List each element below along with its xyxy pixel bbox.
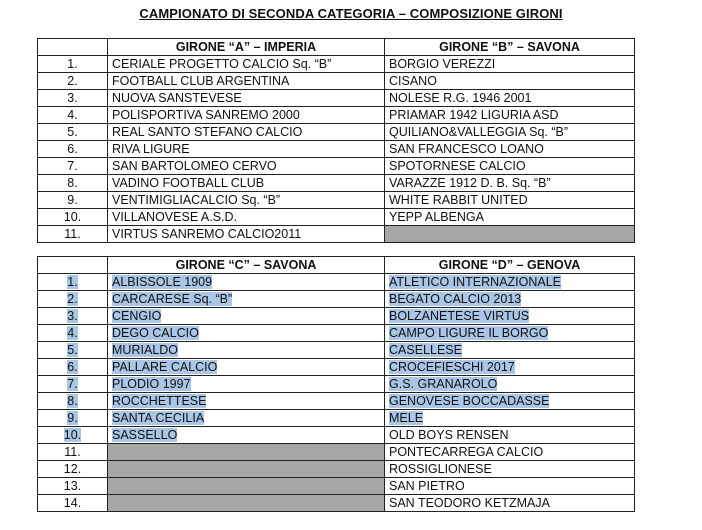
team-cell-left xyxy=(108,376,385,393)
row-number-text: 10. xyxy=(63,427,82,442)
team-name: CISANO xyxy=(389,73,437,88)
team-name: POLISPORTIVA SANREMO 2000 xyxy=(112,107,300,122)
team-cell-left xyxy=(108,274,385,291)
header-girone-d: GIRONE “D” – GENOVA xyxy=(385,257,635,274)
team-cell-left xyxy=(108,461,385,478)
team-name: VENTIMIGLIACALCIO Sq. “B” xyxy=(112,192,281,207)
table-row xyxy=(38,427,635,444)
team-name: PALLARE CALCIO xyxy=(112,359,218,374)
table-row xyxy=(38,308,635,325)
row-number-text: 2. xyxy=(67,291,78,306)
row-number xyxy=(38,274,108,291)
team-cell-left xyxy=(108,56,385,73)
team-cell-right xyxy=(385,461,635,478)
team-cell-left xyxy=(108,90,385,107)
table-row xyxy=(38,291,635,308)
row-number-text: 1. xyxy=(67,56,78,71)
team-name: FOOTBALL CLUB ARGENTINA xyxy=(112,73,290,88)
team-name: SASSELLO xyxy=(112,427,178,442)
team-cell-right xyxy=(385,308,635,325)
team-cell-right xyxy=(385,141,635,158)
team-name: SPOTORNESE CALCIO xyxy=(389,158,526,173)
team-name: YEPP ALBENGA xyxy=(389,209,484,224)
team-name: ROCCHETTESE xyxy=(112,393,207,408)
table-row xyxy=(38,158,635,175)
team-name: RIVA LIGURE xyxy=(112,141,190,156)
team-cell-left xyxy=(108,359,385,376)
team-name: SAN FRANCESCO LOANO xyxy=(389,141,544,156)
header-empty xyxy=(38,257,108,274)
team-name: PLODIO 1997 xyxy=(112,376,191,391)
row-number-text: 11. xyxy=(64,444,81,459)
team-cell-left xyxy=(108,308,385,325)
team-name: BORGIO VEREZZI xyxy=(389,56,496,71)
row-number xyxy=(38,209,108,226)
team-name: CASELLESE xyxy=(389,342,462,357)
team-name: BOLZANETESE VIRTUS xyxy=(389,308,530,323)
row-number xyxy=(38,342,108,359)
row-number xyxy=(38,308,108,325)
team-name: ATLETICO INTERNAZIONALE xyxy=(389,274,562,289)
table-girone-c-d xyxy=(37,256,635,512)
team-name: GENOVESE BOCCADASSE xyxy=(389,393,550,408)
table-row xyxy=(38,342,635,359)
team-name: DEGO CALCIO xyxy=(112,325,199,340)
team-name: PONTECARREGA CALCIO xyxy=(389,444,544,459)
team-name: MURIALDO xyxy=(112,342,178,357)
row-number-text: 4. xyxy=(67,325,78,340)
table-row xyxy=(38,495,635,512)
table-row xyxy=(38,226,635,243)
table-row xyxy=(38,274,635,291)
team-name: G.S. GRANAROLO xyxy=(389,376,498,391)
team-cell-right xyxy=(385,325,635,342)
team-cell-left xyxy=(108,325,385,342)
team-name: VADINO FOOTBALL CLUB xyxy=(112,175,265,190)
team-name: CENGIO xyxy=(112,308,162,323)
team-cell-right xyxy=(385,427,635,444)
table-row xyxy=(38,393,635,410)
table-row xyxy=(38,376,635,393)
team-cell-right xyxy=(385,291,635,308)
team-cell-right xyxy=(385,192,635,209)
team-cell-left xyxy=(108,291,385,308)
team-cell-left xyxy=(108,342,385,359)
team-name: SAN PIETRO xyxy=(389,478,465,493)
team-cell-right xyxy=(385,175,635,192)
team-name: SAN TEODORO KETZMAJA xyxy=(389,495,550,510)
row-number-text: 2. xyxy=(67,73,78,88)
row-number-text: 6. xyxy=(67,359,78,374)
team-cell-left xyxy=(108,158,385,175)
row-number xyxy=(38,444,108,461)
table-row xyxy=(38,73,635,90)
team-cell-left xyxy=(108,73,385,90)
team-cell-left xyxy=(108,427,385,444)
team-cell-right xyxy=(385,158,635,175)
team-cell-right xyxy=(385,90,635,107)
row-number xyxy=(38,90,108,107)
row-number-text: 1. xyxy=(67,274,78,289)
team-cell-left xyxy=(108,124,385,141)
row-number xyxy=(38,291,108,308)
team-cell-right xyxy=(385,342,635,359)
header-girone-a: GIRONE “A” – IMPERIA xyxy=(108,39,385,56)
team-name: PRIAMAR 1942 LIGURIA ASD xyxy=(389,107,559,122)
page-title: CAMPIONATO DI SECONDA CATEGORIA – COMPOSIZIONE GIRONI xyxy=(139,6,563,21)
row-number xyxy=(38,461,108,478)
team-name: SAN BARTOLOMEO CERVO xyxy=(112,158,277,173)
table-row xyxy=(38,124,635,141)
team-name: CROCEFIESCHI 2017 xyxy=(389,359,515,374)
row-number xyxy=(38,158,108,175)
row-number-text: 7. xyxy=(67,158,78,173)
row-number-text: 10. xyxy=(63,209,82,224)
row-number-text: 5. xyxy=(67,124,78,139)
team-name: SANTA CECILIA xyxy=(112,410,205,425)
team-cell-right xyxy=(385,73,635,90)
table-row xyxy=(38,478,635,495)
team-name: MELE xyxy=(389,410,424,425)
row-number xyxy=(38,495,108,512)
row-number-text: 4. xyxy=(67,107,78,122)
row-number-text: 6. xyxy=(67,141,78,156)
row-number xyxy=(38,141,108,158)
team-name: QUILIANO&VALLEGGIA Sq. “B” xyxy=(389,124,568,139)
row-number xyxy=(38,359,108,376)
row-number xyxy=(38,410,108,427)
team-cell-left xyxy=(108,393,385,410)
table-row xyxy=(38,325,635,342)
table-row xyxy=(38,359,635,376)
team-cell-left xyxy=(108,444,385,461)
table-header-row xyxy=(38,257,635,274)
row-number xyxy=(38,376,108,393)
team-cell-right xyxy=(385,124,635,141)
header-empty xyxy=(38,39,108,56)
team-name: ALBISSOLE 1909 xyxy=(112,274,213,289)
row-number xyxy=(38,73,108,90)
row-number-text: 8. xyxy=(67,393,78,408)
team-cell-right xyxy=(385,56,635,73)
team-name: VARAZZE 1912 D. B. Sq. “B” xyxy=(389,175,551,190)
team-cell-right xyxy=(385,444,635,461)
row-number-text: 7. xyxy=(67,376,78,391)
team-name: REAL SANTO STEFANO CALCIO xyxy=(112,124,303,139)
row-number-text: 13. xyxy=(63,478,82,493)
row-number-text: 9. xyxy=(67,410,78,425)
team-cell-right xyxy=(385,495,635,512)
table-header-row xyxy=(38,39,635,56)
team-cell-left xyxy=(108,107,385,124)
team-name: VIRTUS SANREMO CALCIO2011 xyxy=(112,226,302,241)
table-girone-a-b xyxy=(37,38,635,243)
table-row xyxy=(38,107,635,124)
team-cell-left xyxy=(108,478,385,495)
row-number-text: 3. xyxy=(67,308,78,323)
row-number-text: 3. xyxy=(67,90,78,105)
team-name: VILLANOVESE A.S.D. xyxy=(112,209,238,224)
team-cell-left xyxy=(108,209,385,226)
row-number xyxy=(38,56,108,73)
team-cell-right xyxy=(385,274,635,291)
table-row xyxy=(38,410,635,427)
row-number-text: 11. xyxy=(64,226,81,241)
team-name: WHITE RABBIT UNITED xyxy=(389,192,528,207)
row-number xyxy=(38,192,108,209)
table-row xyxy=(38,192,635,209)
table-row xyxy=(38,461,635,478)
row-number xyxy=(38,107,108,124)
team-name: CERIALE PROGETTO CALCIO Sq. “B” xyxy=(112,56,332,71)
table-row xyxy=(38,175,635,192)
table-row xyxy=(38,209,635,226)
team-cell-left xyxy=(108,226,385,243)
row-number xyxy=(38,175,108,192)
team-name: CAMPO LIGURE IL BORGO xyxy=(389,325,549,340)
team-cell-left xyxy=(108,175,385,192)
row-number-text: 5. xyxy=(67,342,78,357)
row-number-text: 8. xyxy=(67,175,78,190)
row-number xyxy=(38,226,108,243)
team-cell-right xyxy=(385,478,635,495)
row-number-text: 12. xyxy=(63,461,82,476)
row-number-text: 9. xyxy=(67,192,78,207)
team-cell-right xyxy=(385,359,635,376)
table-row xyxy=(38,56,635,73)
row-number xyxy=(38,124,108,141)
team-cell-left xyxy=(108,192,385,209)
team-name: CARCARESE Sq. “B” xyxy=(112,291,233,306)
team-cell-left xyxy=(108,141,385,158)
team-name: NUOVA SANSTEVESE xyxy=(112,90,242,105)
team-name: ROSSIGLIONESE xyxy=(389,461,492,476)
team-cell-right xyxy=(385,376,635,393)
team-cell-right xyxy=(385,393,635,410)
table-row xyxy=(38,90,635,107)
table-row xyxy=(38,444,635,461)
team-cell-left xyxy=(108,410,385,427)
team-cell-right xyxy=(385,410,635,427)
row-number-text: 14. xyxy=(63,495,82,510)
row-number xyxy=(38,393,108,410)
team-cell-right xyxy=(385,107,635,124)
row-number xyxy=(38,325,108,342)
team-cell-left xyxy=(108,495,385,512)
team-name: OLD BOYS RENSEN xyxy=(389,427,509,442)
header-girone-b: GIRONE “B” – SAVONA xyxy=(385,39,635,56)
row-number xyxy=(38,427,108,444)
team-cell-right xyxy=(385,209,635,226)
table-row xyxy=(38,141,635,158)
team-name: BEGATO CALCIO 2013 xyxy=(389,291,522,306)
row-number xyxy=(38,478,108,495)
team-cell-right xyxy=(385,226,635,243)
team-name: NOLESE R.G. 1946 2001 xyxy=(389,90,532,105)
header-girone-c: GIRONE “C” – SAVONA xyxy=(108,257,385,274)
